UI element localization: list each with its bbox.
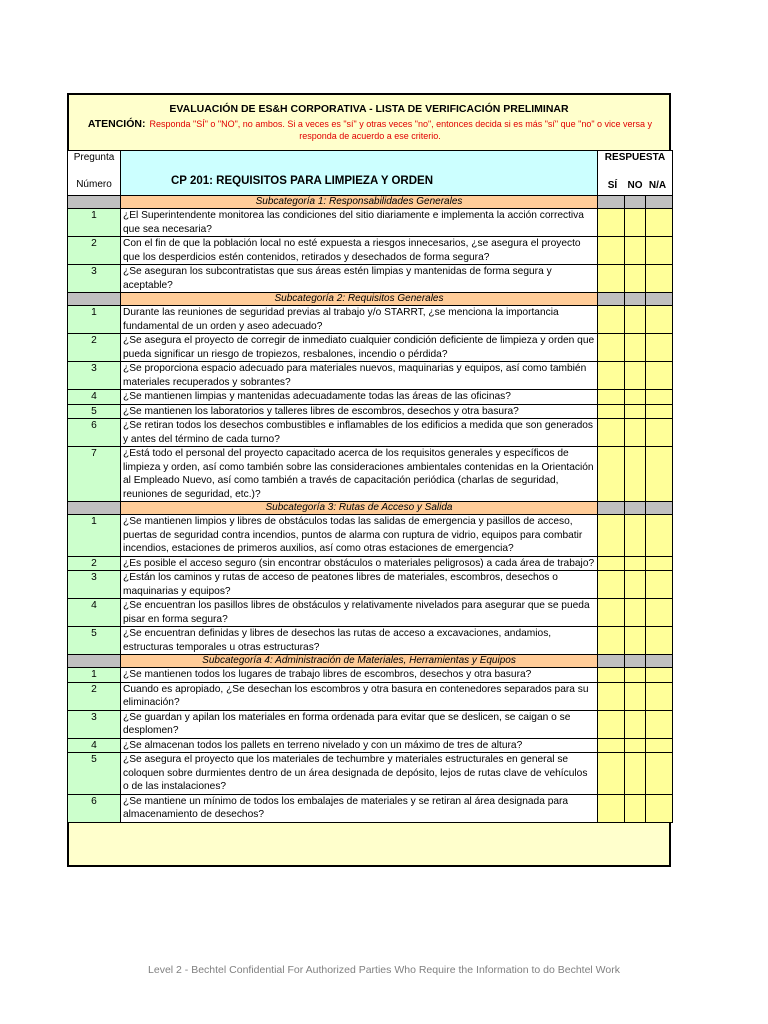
answer-no-cell[interactable] [624, 404, 645, 419]
question-number: 4 [68, 390, 121, 405]
question-number: 1 [68, 668, 121, 683]
question-number: 3 [68, 265, 121, 293]
answer-header [598, 151, 673, 196]
question-row [68, 390, 673, 405]
question-text: ¿El Superintendente monitorea las condiciones del sitio diariamente e implementa la acción correctiva que sea necesaria? [121, 209, 598, 237]
answer-si-cell[interactable] [598, 515, 625, 557]
question-number: 4 [68, 599, 121, 627]
answer-na-cell[interactable] [646, 404, 673, 419]
answer-no-cell[interactable] [624, 209, 645, 237]
question-number: 1 [68, 209, 121, 237]
question-row [68, 515, 673, 557]
question-text: ¿Se encuentran los pasillos libres de obstáculos y relativamente nivelados para asegurar que se pueda pisar en forma segura? [121, 599, 598, 627]
question-number: 5 [68, 627, 121, 655]
question-text: ¿Están los caminos y rutas de acceso de peatones libres de materiales, escombros, desechos o maquinarias y equipos? [121, 571, 598, 599]
question-number: 2 [68, 682, 121, 710]
confidentiality-footer: Level 2 - Bechtel Confidential For Authorized Parties Who Require the Information to do Bechtel Work [148, 964, 620, 976]
subcategory-row [68, 655, 673, 668]
question-text: ¿Se aseguran los subcontratistas que sus áreas estén limpias y mantenidas de forma segura y aceptable? [121, 265, 598, 293]
answer-na-cell[interactable] [646, 753, 673, 795]
no-label: NO [627, 179, 643, 191]
subcategory-spacer [68, 196, 121, 209]
subcategory-row [68, 293, 673, 306]
numero-label: Número [76, 178, 112, 190]
question-number: 1 [68, 306, 121, 334]
document-title: EVALUACIÓN DE ES&H CORPORATIVA - LISTA DE VERIFICACIÓN PRELIMINAR [169, 103, 569, 115]
question-row [68, 362, 673, 390]
answer-na-cell[interactable] [646, 794, 673, 822]
answer-no-cell[interactable] [624, 556, 645, 571]
answer-na-cell[interactable] [646, 556, 673, 571]
question-text: ¿Se encuentran definidas y libres de desechos las rutas de acceso a excavaciones, andamios, estructuras temporales u otras estructuras? [121, 627, 598, 655]
answer-si-cell[interactable] [598, 753, 625, 795]
subcategory-spacer [598, 196, 625, 209]
subcategory-spacer [624, 196, 645, 209]
question-number: 3 [68, 710, 121, 738]
answer-na-cell[interactable] [646, 237, 673, 265]
question-row [68, 753, 673, 795]
answer-si-cell[interactable] [598, 599, 625, 627]
question-number: 2 [68, 556, 121, 571]
answer-no-cell[interactable] [624, 362, 645, 390]
subcategory-spacer [68, 502, 121, 515]
answer-si-cell[interactable] [598, 334, 625, 362]
answer-si-cell[interactable] [598, 209, 625, 237]
question-number: 2 [68, 334, 121, 362]
section-title: CP 201: REQUISITOS PARA LIMPIEZA Y ORDEN [171, 175, 434, 187]
question-row [68, 419, 673, 447]
answer-na-cell[interactable] [646, 306, 673, 334]
question-text: ¿Se retiran todos los desechos combustibles e inflamables de los edificios a medida que son generados y antes del término de cada turno? [121, 419, 598, 447]
answer-na-cell[interactable] [646, 627, 673, 655]
answer-na-cell[interactable] [646, 738, 673, 753]
section-title-cell [121, 151, 598, 196]
answer-no-cell[interactable] [624, 515, 645, 557]
subcategory-spacer [646, 502, 673, 515]
answer-na-cell[interactable] [646, 447, 673, 502]
answer-no-cell[interactable] [624, 334, 645, 362]
subcategory-title: Subcategoría 2: Requisitos Generales [121, 293, 598, 306]
subcategory-row [68, 502, 673, 515]
question-number: 5 [68, 404, 121, 419]
question-number: 3 [68, 362, 121, 390]
answer-no-cell[interactable] [624, 668, 645, 683]
subcategory-spacer [646, 196, 673, 209]
answer-no-cell[interactable] [624, 390, 645, 405]
answer-si-cell[interactable] [598, 738, 625, 753]
subcategory-spacer [68, 293, 121, 306]
answer-si-cell[interactable] [598, 404, 625, 419]
subcategory-title: Subcategoría 3: Rutas de Acceso y Salida [121, 502, 598, 515]
question-number: 6 [68, 419, 121, 447]
question-text: ¿Se almacenan todos los pallets en terreno nivelado y con un máximo de tres de altura? [121, 738, 598, 753]
question-row [68, 599, 673, 627]
subcategory-spacer [598, 502, 625, 515]
question-number: 7 [68, 447, 121, 502]
question-text: ¿Se mantienen todos los lugares de trabajo libres de escombros, desechos y otra basura? [121, 668, 598, 683]
question-text: ¿Se guardan y apilan los materiales en forma ordenada para evitar que se deslicen, se caigan o se desplomen? [121, 710, 598, 738]
subcategory-title: Subcategoría 4: Administración de Materiales, Herramientas y Equipos [121, 655, 598, 668]
subcategory-spacer [624, 293, 645, 306]
na-label: N/A [648, 179, 667, 191]
subcategory-title: Subcategoría 1: Responsabilidades Generales [121, 196, 598, 209]
subcategory-spacer [598, 655, 625, 668]
answer-na-cell[interactable] [646, 419, 673, 447]
attention-note [79, 118, 661, 142]
answer-na-cell[interactable] [646, 390, 673, 405]
table-header-row [68, 151, 673, 196]
answer-si-cell[interactable] [598, 682, 625, 710]
subcategory-spacer [68, 655, 121, 668]
question-row [68, 668, 673, 683]
answer-si-cell[interactable] [598, 627, 625, 655]
question-text: ¿Se mantienen limpias y mantenidas adecuadamente todas las áreas de las oficinas? [121, 390, 598, 405]
question-number: 2 [68, 237, 121, 265]
question-row [68, 404, 673, 419]
answer-columns [600, 179, 670, 193]
answer-no-cell[interactable] [624, 738, 645, 753]
checklist-table [67, 150, 673, 823]
answer-no-cell[interactable] [624, 627, 645, 655]
subcategory-spacer [598, 293, 625, 306]
answer-na-cell[interactable] [646, 515, 673, 557]
question-text: ¿Se mantienen los laboratorios y talleres libres de escombros, desechos y otra basura? [121, 404, 598, 419]
question-row [68, 334, 673, 362]
answer-no-cell[interactable] [624, 682, 645, 710]
question-text: Durante las reuniones de seguridad previas al trabajo y/o STARRT, ¿se menciona la importancia fundamental de un orden y aseo adecuado? [121, 306, 598, 334]
answer-si-cell[interactable] [598, 419, 625, 447]
question-text: ¿Se mantiene un mínimo de todos los embalajes de materiales y se retiran al área designada para almacenamiento de desechos? [121, 794, 598, 822]
answer-si-cell[interactable] [598, 362, 625, 390]
answer-na-cell[interactable] [646, 710, 673, 738]
answer-no-cell[interactable] [624, 571, 645, 599]
question-number: 5 [68, 753, 121, 795]
question-row [68, 306, 673, 334]
answer-na-cell[interactable] [646, 668, 673, 683]
question-number: 4 [68, 738, 121, 753]
answer-na-cell[interactable] [646, 334, 673, 362]
answer-na-cell[interactable] [646, 571, 673, 599]
answer-si-cell[interactable] [598, 794, 625, 822]
subcategory-spacer [624, 655, 645, 668]
answer-na-cell[interactable] [646, 265, 673, 293]
question-text: ¿Está todo el personal del proyecto capacitado acerca de los requisitos generales y específicos de limpieza y orden, así como también sobre las consideraciones ambientales contenidas en la Orientación al Empleado Nuevo, así como también a través de capacitación periódica (charlas de seguridad, reuniones de seguridad, etc.)? [121, 447, 598, 502]
answer-no-cell[interactable] [624, 265, 645, 293]
answer-no-cell[interactable] [624, 794, 645, 822]
question-text: ¿Se asegura el proyecto que los materiales de techumbre y materiales estructurales en general se coloquen sobre durmientes dentro de un área designada de depósito, lejos de rutas clave de vehículos o de las instalaciones? [121, 753, 598, 795]
attention-text: Responda "SÍ" o "NO", no ambos. Si a veces es "sí" y otras veces "no", entonces decida si es más "sí" que "no" o vice versa y responda de acuerdo a ese criterio. [149, 119, 653, 141]
question-number: 1 [68, 515, 121, 557]
answer-no-cell[interactable] [624, 447, 645, 502]
question-row [68, 265, 673, 293]
question-text: ¿Se proporciona espacio adecuado para materiales nuevos, maquinarias y equipos, así como también materiales recuperados y sobrantes? [121, 362, 598, 390]
question-row [68, 738, 673, 753]
answer-si-cell[interactable] [598, 447, 625, 502]
question-row [68, 447, 673, 502]
answer-no-cell[interactable] [624, 237, 645, 265]
question-row [68, 556, 673, 571]
question-number-header [68, 151, 121, 196]
subcategory-spacer [624, 502, 645, 515]
answer-si-cell[interactable] [598, 265, 625, 293]
answer-no-cell[interactable] [624, 306, 645, 334]
question-text: ¿Es posible el acceso seguro (sin encontrar obstáculos o materiales peligrosos) a cada área de trabajo? [121, 556, 598, 571]
answer-no-cell[interactable] [624, 710, 645, 738]
pregunta-label: Pregunta [73, 152, 115, 163]
question-text: Cuando es apropiado, ¿Se desechan los escombros y otra basura en contenedores separados para su eliminación? [121, 682, 598, 710]
si-label: SÍ [607, 179, 618, 191]
question-text: ¿Se asegura el proyecto de corregir de inmediato cualquier condición deficiente de limpieza y orden que pueda significar un riesgo de tropiezos, resbalones, incendio o pérdida? [121, 334, 598, 362]
answer-si-cell[interactable] [598, 237, 625, 265]
answer-si-cell[interactable] [598, 390, 625, 405]
answer-no-cell[interactable] [624, 753, 645, 795]
subcategory-spacer [646, 293, 673, 306]
question-number: 6 [68, 794, 121, 822]
respuesta-label: RESPUESTA [604, 152, 666, 163]
question-row [68, 237, 673, 265]
answer-na-cell[interactable] [646, 682, 673, 710]
question-text: Con el fin de que la población local no esté expuesta a riesgos innecesarios, ¿se asegura el proyecto que los desperdicios estén contenidos, retirados y desechados de forma segura? [121, 237, 598, 265]
question-text: ¿Se mantienen limpios y libres de obstáculos todas las salidas de emergencia y pasillos de acceso, puertas de seguridad contra incendios, puntos de alarma con ruptura de vidrio, equipos para combatir incendios, estaciones de primeros auxilios, así como otras estaciones de emergencia? [121, 515, 598, 557]
attention-label: ATENCIÓN: [87, 118, 146, 130]
question-row [68, 794, 673, 822]
answer-si-cell[interactable] [598, 710, 625, 738]
answer-si-cell[interactable] [598, 668, 625, 683]
question-row [68, 682, 673, 710]
answer-si-cell[interactable] [598, 306, 625, 334]
answer-si-cell[interactable] [598, 571, 625, 599]
question-number: 3 [68, 571, 121, 599]
subcategory-row [68, 196, 673, 209]
answer-no-cell[interactable] [624, 599, 645, 627]
answer-no-cell[interactable] [624, 419, 645, 447]
question-row [68, 627, 673, 655]
answer-na-cell[interactable] [646, 599, 673, 627]
answer-si-cell[interactable] [598, 556, 625, 571]
question-row [68, 710, 673, 738]
subcategory-spacer [646, 655, 673, 668]
answer-na-cell[interactable] [646, 362, 673, 390]
question-row [68, 571, 673, 599]
question-row [68, 209, 673, 237]
answer-na-cell[interactable] [646, 209, 673, 237]
